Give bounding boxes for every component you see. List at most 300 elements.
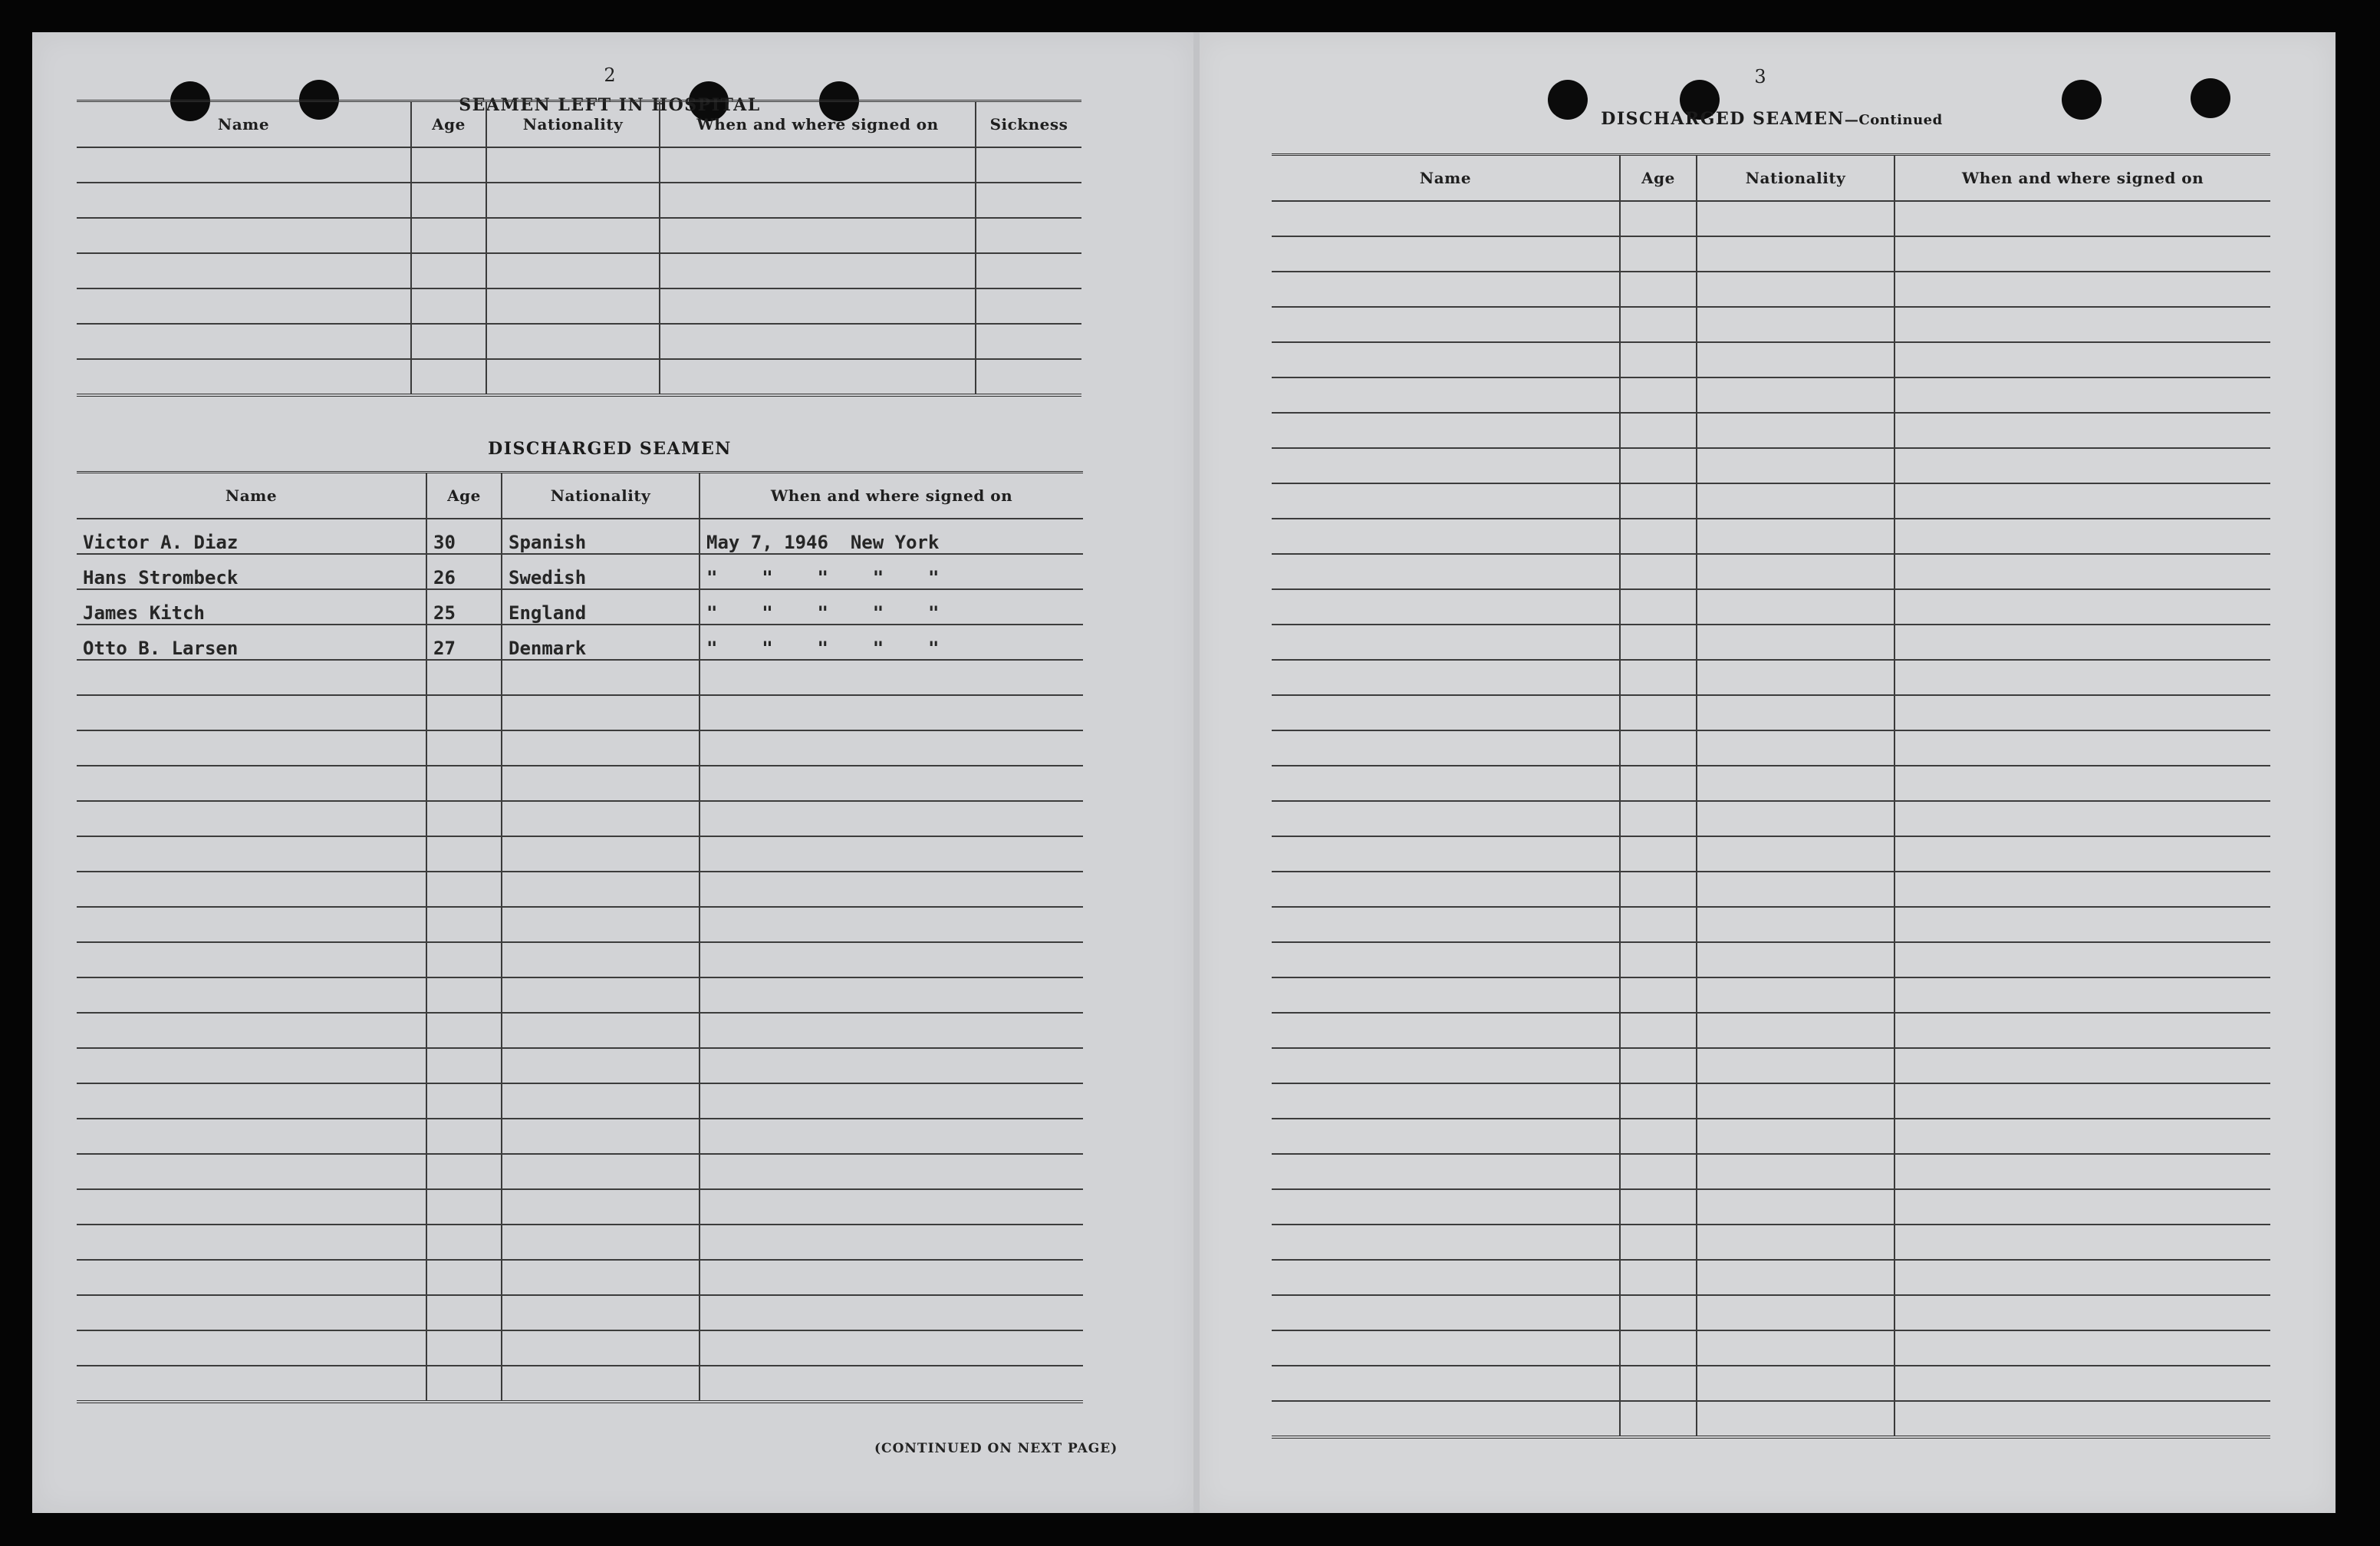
blank-cell [502, 766, 700, 801]
blank-cell [1620, 342, 1697, 377]
punch-hole [2062, 80, 2102, 120]
blank-cell [77, 907, 426, 942]
blank-cell [1620, 272, 1697, 307]
blank-row [77, 1154, 1083, 1189]
blank-cell [426, 942, 502, 977]
blank-cell [1620, 907, 1697, 942]
blank-cell [77, 730, 426, 766]
seaman-signed-on: " " " " " [700, 589, 1083, 625]
hospital-table [77, 100, 1081, 397]
blank-row [77, 695, 1083, 730]
blank-cell [1894, 766, 2270, 801]
blank-cell [1272, 201, 1620, 236]
blank-cell [1697, 483, 1894, 519]
blank-cell [1272, 483, 1620, 519]
blank-cell [1894, 1330, 2270, 1366]
blank-cell [976, 253, 1081, 288]
seaman-nationality: England [502, 589, 700, 625]
blank-cell [426, 1225, 502, 1260]
blank-cell [77, 977, 426, 1013]
blank-cell [700, 1013, 1083, 1048]
blank-cell [1697, 695, 1894, 730]
page-gutter [1193, 32, 1200, 1513]
blank-cell [77, 942, 426, 977]
blank-cell [1894, 1154, 2270, 1189]
blank-cell [426, 1119, 502, 1154]
blank-row [1272, 695, 2270, 730]
blank-cell [502, 1295, 700, 1330]
blank-cell [1894, 272, 2270, 307]
blank-cell [77, 1083, 426, 1119]
blank-row [77, 1083, 1083, 1119]
blank-cell [426, 1366, 502, 1402]
table-row [77, 625, 1083, 660]
blank-cell [1697, 1189, 1894, 1225]
blank-cell [502, 1048, 700, 1083]
blank-cell [1697, 836, 1894, 872]
blank-row [1272, 907, 2270, 942]
blank-cell [486, 218, 660, 253]
blank-cell [700, 695, 1083, 730]
blank-cell [1272, 1013, 1620, 1048]
section-title-text: DISCHARGED SEAMEN [1601, 109, 1845, 129]
blank-cell [1272, 1083, 1620, 1119]
blank-cell [700, 942, 1083, 977]
blank-cell [1894, 660, 2270, 695]
column-header: Nationality [486, 101, 660, 148]
blank-cell [1697, 730, 1894, 766]
blank-cell [1697, 1013, 1894, 1048]
blank-cell [1697, 907, 1894, 942]
blank-cell [1894, 1119, 2270, 1154]
blank-row [1272, 589, 2270, 625]
table-row [77, 519, 1083, 554]
blank-cell [1620, 977, 1697, 1013]
blank-row [77, 730, 1083, 766]
blank-cell [1272, 236, 1620, 272]
blank-cell [77, 1225, 426, 1260]
blank-cell [426, 660, 502, 695]
blank-cell [1697, 448, 1894, 483]
seaman-name: James Kitch [77, 589, 426, 625]
blank-cell [1620, 589, 1697, 625]
blank-cell [426, 1154, 502, 1189]
blank-row [77, 359, 1081, 395]
blank-cell [700, 1189, 1083, 1225]
blank-cell [1697, 1401, 1894, 1437]
blank-cell [1697, 554, 1894, 589]
blank-cell [77, 288, 411, 324]
blank-cell [1697, 377, 1894, 413]
table-row [77, 554, 1083, 589]
blank-cell [700, 977, 1083, 1013]
blank-cell [1620, 1189, 1697, 1225]
column-header: Name [77, 473, 426, 519]
blank-cell [77, 1260, 426, 1295]
blank-row [77, 218, 1081, 253]
blank-cell [1894, 448, 2270, 483]
blank-cell [1272, 695, 1620, 730]
blank-cell [1272, 554, 1620, 589]
page-number: 2 [604, 64, 616, 86]
blank-cell [411, 324, 486, 359]
blank-cell [1894, 625, 2270, 660]
blank-row [77, 147, 1081, 183]
blank-cell [700, 1366, 1083, 1402]
seaman-nationality: Spanish [502, 519, 700, 554]
blank-cell [1894, 519, 2270, 554]
discharged-continued-table [1272, 153, 2270, 1439]
blank-cell [77, 1366, 426, 1402]
blank-cell [976, 218, 1081, 253]
blank-cell [1894, 730, 2270, 766]
blank-cell [1272, 1225, 1620, 1260]
blank-row [1272, 836, 2270, 872]
blank-row [1272, 1048, 2270, 1083]
blank-cell [1697, 1295, 1894, 1330]
blank-cell [1272, 1048, 1620, 1083]
blank-cell [426, 1295, 502, 1330]
blank-row [77, 183, 1081, 218]
blank-cell [700, 660, 1083, 695]
column-header: Name [77, 101, 411, 148]
blank-cell [1697, 1225, 1894, 1260]
blank-row [1272, 1330, 2270, 1366]
blank-cell [1272, 342, 1620, 377]
seaman-age: 25 [426, 589, 502, 625]
blank-cell [426, 766, 502, 801]
blank-cell [1894, 307, 2270, 342]
blank-cell [1620, 448, 1697, 483]
blank-cell [1697, 625, 1894, 660]
blank-row [1272, 1119, 2270, 1154]
blank-cell [77, 1013, 426, 1048]
discharged-table [77, 471, 1083, 1403]
blank-cell [502, 1189, 700, 1225]
column-header: When and where signed on [660, 101, 976, 148]
blank-cell [486, 183, 660, 218]
blank-row [77, 1366, 1083, 1402]
blank-row [1272, 801, 2270, 836]
blank-cell [1272, 272, 1620, 307]
blank-cell [1894, 1189, 2270, 1225]
blank-cell [1894, 589, 2270, 625]
blank-row [1272, 1189, 2270, 1225]
blank-cell [486, 253, 660, 288]
blank-row [1272, 1260, 2270, 1295]
seaman-signed-on: May 7, 1946 New York [700, 519, 1083, 554]
blank-cell [1894, 377, 2270, 413]
seaman-age: 26 [426, 554, 502, 589]
blank-cell [1620, 1401, 1697, 1437]
blank-row [1272, 977, 2270, 1013]
blank-cell [411, 218, 486, 253]
blank-cell [1697, 413, 1894, 448]
continued-section-title [1565, 109, 1979, 129]
column-header: Age [411, 101, 486, 148]
blank-row [77, 253, 1081, 288]
blank-row [77, 801, 1083, 836]
blank-row [1272, 660, 2270, 695]
blank-row [1272, 413, 2270, 448]
blank-cell [1620, 377, 1697, 413]
blank-row [1272, 342, 2270, 377]
blank-cell [1697, 942, 1894, 977]
blank-cell [1272, 1119, 1620, 1154]
seaman-nationality: Swedish [502, 554, 700, 589]
blank-cell [1620, 730, 1697, 766]
blank-row [77, 1189, 1083, 1225]
blank-cell [77, 1154, 426, 1189]
blank-row [1272, 1013, 2270, 1048]
blank-cell [660, 288, 976, 324]
blank-cell [77, 836, 426, 872]
blank-cell [77, 183, 411, 218]
blank-cell [1272, 1330, 1620, 1366]
blank-cell [1697, 201, 1894, 236]
blank-row [1272, 730, 2270, 766]
table-header-row [77, 101, 1081, 148]
blank-cell [77, 660, 426, 695]
blank-row [1272, 942, 2270, 977]
blank-cell [1697, 1048, 1894, 1083]
blank-cell [426, 907, 502, 942]
blank-cell [1620, 660, 1697, 695]
blank-cell [1620, 1260, 1697, 1295]
blank-cell [77, 324, 411, 359]
blank-cell [660, 359, 976, 395]
blank-cell [1272, 448, 1620, 483]
blank-cell [502, 977, 700, 1013]
blank-cell [1697, 766, 1894, 801]
blank-cell [976, 324, 1081, 359]
blank-row [77, 766, 1083, 801]
blank-cell [1894, 1083, 2270, 1119]
blank-cell [502, 1119, 700, 1154]
blank-cell [426, 872, 502, 907]
blank-cell [1272, 907, 1620, 942]
hospital-section-title: SEAMEN LEFT IN HOSPITAL [459, 95, 761, 115]
blank-cell [77, 1330, 426, 1366]
blank-cell [1620, 942, 1697, 977]
blank-cell [426, 1330, 502, 1366]
blank-cell [1620, 554, 1697, 589]
blank-cell [1697, 1260, 1894, 1295]
blank-row [77, 1013, 1083, 1048]
blank-cell [426, 1260, 502, 1295]
blank-row [1272, 307, 2270, 342]
blank-cell [1620, 519, 1697, 554]
blank-cell [426, 836, 502, 872]
blank-cell [1272, 625, 1620, 660]
blank-row [1272, 766, 2270, 801]
blank-cell [426, 1048, 502, 1083]
blank-row [1272, 377, 2270, 413]
blank-cell [77, 1295, 426, 1330]
blank-cell [486, 324, 660, 359]
blank-cell [77, 253, 411, 288]
blank-cell [1272, 872, 1620, 907]
blank-cell [1894, 1048, 2270, 1083]
column-header: Name [1272, 155, 1620, 202]
blank-cell [1272, 977, 1620, 1013]
blank-cell [1620, 872, 1697, 907]
blank-cell [1697, 660, 1894, 695]
column-header: Sickness [976, 101, 1081, 148]
column-header: Nationality [1697, 155, 1894, 202]
blank-row [1272, 236, 2270, 272]
blank-cell [411, 183, 486, 218]
blank-cell [1620, 1295, 1697, 1330]
blank-cell [660, 218, 976, 253]
blank-cell [1894, 836, 2270, 872]
blank-cell [700, 1083, 1083, 1119]
blank-row [77, 1295, 1083, 1330]
blank-cell [1697, 589, 1894, 625]
blank-cell [1620, 483, 1697, 519]
seaman-name: Otto B. Larsen [77, 625, 426, 660]
blank-cell [77, 147, 411, 183]
blank-cell [77, 359, 411, 395]
blank-cell [1620, 766, 1697, 801]
blank-cell [1894, 977, 2270, 1013]
blank-cell [1272, 942, 1620, 977]
blank-row [77, 836, 1083, 872]
discharged-section-title: DISCHARGED SEAMEN [488, 439, 732, 459]
blank-cell [77, 218, 411, 253]
seaman-name: Hans Strombeck [77, 554, 426, 589]
punch-hole [2191, 78, 2230, 118]
blank-cell [1697, 977, 1894, 1013]
blank-cell [700, 1225, 1083, 1260]
blank-cell [502, 1154, 700, 1189]
blank-cell [660, 147, 976, 183]
blank-cell [976, 147, 1081, 183]
blank-cell [1697, 872, 1894, 907]
blank-cell [1697, 1083, 1894, 1119]
blank-cell [1894, 201, 2270, 236]
blank-row [77, 324, 1081, 359]
blank-cell [486, 359, 660, 395]
blank-cell [426, 977, 502, 1013]
column-header: When and where signed on [1894, 155, 2270, 202]
blank-cell [77, 1048, 426, 1083]
blank-cell [700, 1295, 1083, 1330]
blank-cell [1620, 695, 1697, 730]
blank-cell [1894, 554, 2270, 589]
blank-cell [1620, 1119, 1697, 1154]
blank-cell [502, 1330, 700, 1366]
blank-cell [77, 1189, 426, 1225]
blank-cell [1272, 1260, 1620, 1295]
blank-cell [426, 695, 502, 730]
blank-cell [502, 907, 700, 942]
blank-cell [1697, 1119, 1894, 1154]
seaman-age: 30 [426, 519, 502, 554]
blank-cell [1894, 1295, 2270, 1330]
blank-row [1272, 625, 2270, 660]
blank-cell [1620, 1225, 1697, 1260]
blank-cell [502, 1013, 700, 1048]
blank-row [77, 872, 1083, 907]
blank-cell [1894, 801, 2270, 836]
blank-cell [77, 801, 426, 836]
blank-row [1272, 483, 2270, 519]
blank-cell [700, 1119, 1083, 1154]
blank-cell [700, 766, 1083, 801]
blank-cell [77, 1119, 426, 1154]
blank-cell [1620, 1366, 1697, 1401]
blank-cell [700, 1330, 1083, 1366]
table-header-row [77, 473, 1083, 519]
blank-cell [1272, 1295, 1620, 1330]
blank-cell [502, 836, 700, 872]
blank-cell [1272, 730, 1620, 766]
blank-row [77, 1048, 1083, 1083]
blank-row [1272, 554, 2270, 589]
table-header-row [1272, 155, 2270, 202]
blank-cell [1620, 307, 1697, 342]
seaman-nationality: Denmark [502, 625, 700, 660]
blank-cell [1894, 1013, 2270, 1048]
blank-cell [1697, 1330, 1894, 1366]
blank-cell [502, 872, 700, 907]
blank-cell [1272, 307, 1620, 342]
blank-cell [486, 288, 660, 324]
blank-row [77, 1260, 1083, 1295]
blank-cell [700, 1260, 1083, 1295]
blank-cell [976, 359, 1081, 395]
blank-cell [1620, 201, 1697, 236]
blank-cell [1894, 1366, 2270, 1401]
column-header: Age [426, 473, 502, 519]
blank-cell [1620, 625, 1697, 660]
blank-row [1272, 872, 2270, 907]
blank-cell [1620, 1048, 1697, 1083]
blank-cell [502, 1225, 700, 1260]
seaman-age: 27 [426, 625, 502, 660]
blank-cell [502, 942, 700, 977]
blank-row [1272, 1225, 2270, 1260]
blank-cell [411, 253, 486, 288]
blank-cell [700, 1048, 1083, 1083]
blank-cell [1697, 519, 1894, 554]
blank-cell [1894, 942, 2270, 977]
blank-cell [1894, 236, 2270, 272]
blank-cell [1272, 413, 1620, 448]
blank-cell [502, 1260, 700, 1295]
blank-cell [1894, 342, 2270, 377]
blank-row [1272, 1295, 2270, 1330]
blank-cell [700, 907, 1083, 942]
blank-row [77, 942, 1083, 977]
seaman-signed-on: " " " " " [700, 625, 1083, 660]
blank-cell [1620, 1013, 1697, 1048]
blank-cell [1620, 413, 1697, 448]
blank-cell [1272, 589, 1620, 625]
blank-row [77, 660, 1083, 695]
blank-cell [1697, 307, 1894, 342]
blank-cell [1894, 1225, 2270, 1260]
blank-cell [411, 288, 486, 324]
blank-cell [426, 1013, 502, 1048]
column-header: When and where signed on [700, 473, 1083, 519]
blank-cell [700, 1154, 1083, 1189]
blank-row [1272, 1154, 2270, 1189]
blank-row [77, 907, 1083, 942]
blank-cell [426, 1189, 502, 1225]
blank-cell [502, 660, 700, 695]
